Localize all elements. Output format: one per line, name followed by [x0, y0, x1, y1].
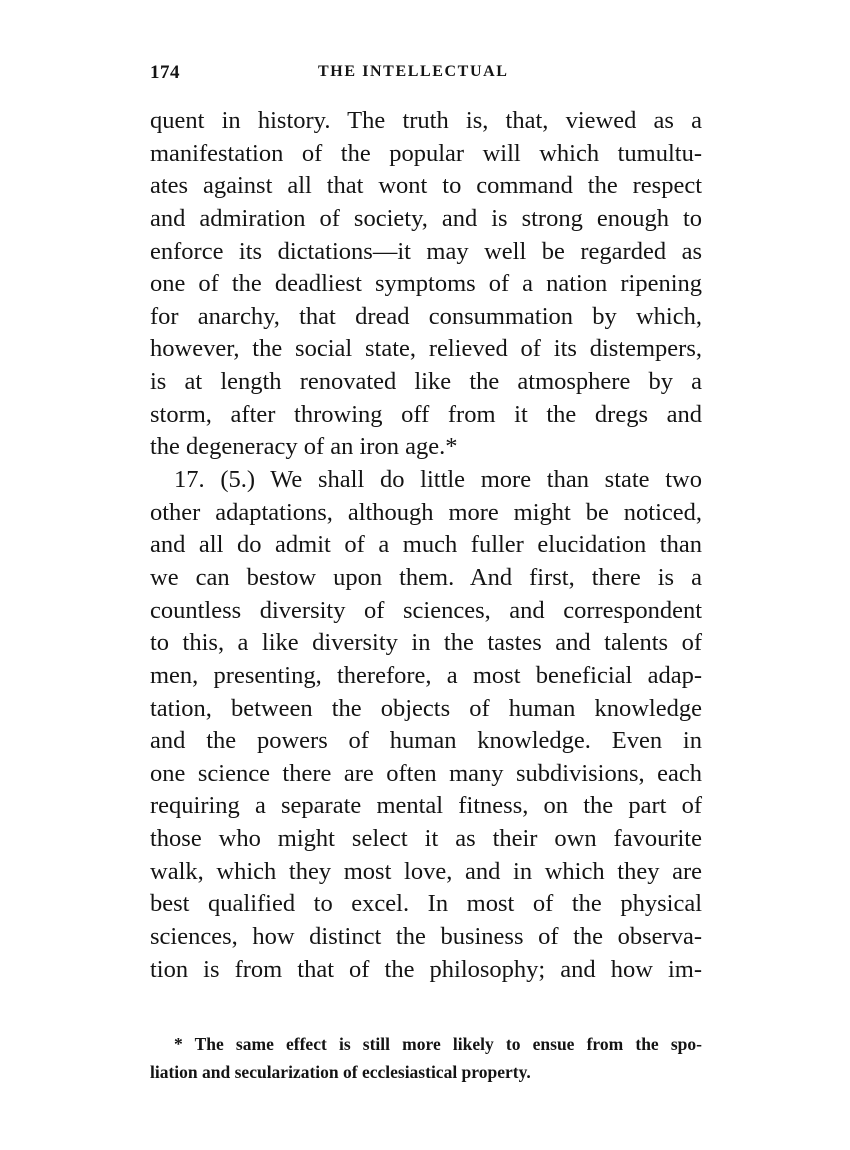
running-title: THE INTELLECTUAL [318, 63, 509, 80]
body-text [150, 105, 702, 986]
text-line: other adaptations, although more might be noticed, [150, 498, 702, 526]
text-line: is at length renovated like the atmosphere by a [150, 368, 702, 396]
text-line: one of the deadliest symptoms of a nation ripening [150, 270, 702, 298]
text-line: quent in history. The truth is, that, viewed as a [150, 107, 702, 134]
text-line: men, presenting, therefore, a most beneficial adap- [150, 661, 702, 689]
text-line: those who might select it as their own favourite [150, 825, 702, 853]
footnote-line: * The same effect is still more likely to ensue from the spo- [174, 1034, 702, 1054]
text-line: countless diversity of sciences, and correspondent [150, 596, 702, 624]
text-line: one science there are often many subdivisions, each [150, 759, 702, 787]
text-line: and all do admit of a much fuller elucidation than [150, 531, 702, 559]
text-line: manifestation of the popular will which tumultu- [150, 139, 702, 167]
text-line: and the powers of human knowledge. Even in [150, 727, 702, 755]
text-line: we can bestow upon them. And first, there is a [150, 563, 702, 591]
text-line: enforce its dictations—it may well be regarded as [150, 237, 702, 265]
text-line: tation, between the objects of human knowledge [150, 694, 702, 722]
page-number: 174 [150, 62, 180, 83]
text-line: best qualified to excel. In most of the physical [150, 890, 702, 918]
paragraph-start-line: 17. (5.) We shall do little more than state two [174, 466, 702, 494]
footnote-line: liation and secularization of ecclesiastical property. [150, 1062, 531, 1082]
text-line: tion is from that of the philosophy; and how im- [150, 955, 702, 983]
footnote [150, 1030, 702, 1086]
text-line: ates against all that wont to command the respect [150, 172, 702, 200]
text-line: to this, a like diversity in the tastes and talents of [150, 629, 702, 657]
text-line: the degeneracy of an iron age.* [150, 433, 458, 461]
text-line: walk, which they most love, and in which they are [150, 857, 702, 885]
text-line: however, the social state, relieved of its distempers, [150, 335, 702, 363]
text-line: requiring a separate mental fitness, on the part of [150, 792, 702, 820]
text-line: and admiration of society, and is strong enough to [150, 204, 702, 232]
text-line: sciences, how distinct the business of the observa- [150, 923, 702, 951]
text-line: storm, after throwing off from it the dregs and [150, 400, 702, 428]
text-line: for anarchy, that dread consummation by which, [150, 302, 702, 330]
running-head [150, 62, 702, 86]
